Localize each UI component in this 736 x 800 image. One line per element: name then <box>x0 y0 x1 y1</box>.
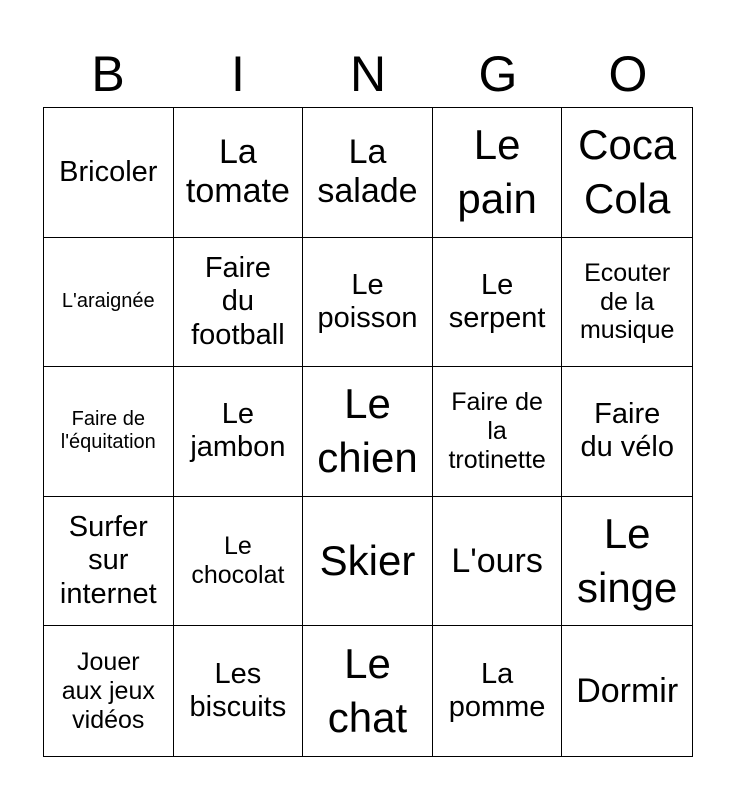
bingo-cell[interactable] <box>44 626 174 756</box>
bingo-cell[interactable] <box>433 238 563 368</box>
bingo-cell[interactable] <box>433 626 563 756</box>
bingo-cell[interactable] <box>303 626 433 756</box>
cell-label: Faire de la trotinette <box>448 388 546 474</box>
cell-label: Le serpent <box>448 268 546 334</box>
cell-label: La pomme <box>448 657 546 724</box>
bingo-cell[interactable] <box>174 626 304 756</box>
header-letter-n: N <box>349 46 387 102</box>
cell-label: Bricoler <box>59 155 158 188</box>
bingo-cell[interactable] <box>562 238 692 368</box>
bingo-cell[interactable] <box>562 108 692 238</box>
bingo-cell[interactable] <box>174 108 304 238</box>
cell-label: Faire du vélo <box>580 398 674 464</box>
bingo-cell[interactable] <box>433 367 563 497</box>
bingo-header <box>43 40 693 108</box>
cell-label: L'ours <box>451 541 543 580</box>
bingo-cell[interactable] <box>44 497 174 627</box>
cell-label: Surfer sur internet <box>59 511 157 610</box>
bingo-cell[interactable] <box>433 108 563 238</box>
bingo-cell[interactable] <box>303 367 433 497</box>
cell-label: Jouer aux jeux vidéos <box>61 648 155 734</box>
bingo-cell[interactable] <box>174 367 304 497</box>
cell-label: Le chocolat <box>191 532 285 590</box>
bingo-cell[interactable] <box>562 626 692 756</box>
cell-label: Ecouter de la musique <box>579 258 675 345</box>
cell-label: Faire de l'équitation <box>60 408 156 454</box>
bingo-cell[interactable] <box>174 497 304 627</box>
cell-label: Les biscuits <box>189 657 287 724</box>
cell-label: La tomate <box>185 133 290 211</box>
header-letter-i: I <box>231 46 245 102</box>
cell-label: Faire du football <box>191 251 285 351</box>
cell-label: Le jambon <box>190 398 286 464</box>
bingo-cell[interactable] <box>562 367 692 497</box>
header-letter-o: O <box>608 46 648 102</box>
bingo-cell[interactable] <box>44 238 174 368</box>
bingo-cell[interactable] <box>562 497 692 627</box>
cell-label: Le pain <box>457 120 537 223</box>
cell-label: Coca Cola <box>578 120 677 223</box>
cell-label: Dormir <box>576 671 679 710</box>
bingo-cell[interactable] <box>44 108 174 238</box>
cell-label: Le chien <box>317 379 418 482</box>
bingo-cell[interactable] <box>303 497 433 627</box>
cell-label: L'araignée <box>61 290 155 313</box>
cell-label: Le singe <box>576 509 678 612</box>
bingo-board <box>43 107 693 757</box>
header-letter-g: G <box>478 46 518 102</box>
bingo-cell[interactable] <box>303 238 433 368</box>
bingo-cell[interactable] <box>44 367 174 497</box>
bingo-cell[interactable] <box>303 108 433 238</box>
cell-label: Skier <box>319 536 416 584</box>
cell-label: Le poisson <box>317 268 418 334</box>
cell-label: La salade <box>317 133 418 211</box>
bingo-cell[interactable] <box>433 497 563 627</box>
bingo-cell[interactable] <box>174 238 304 368</box>
cell-label: Le chat <box>327 639 408 742</box>
header-letter-b: B <box>91 46 125 102</box>
